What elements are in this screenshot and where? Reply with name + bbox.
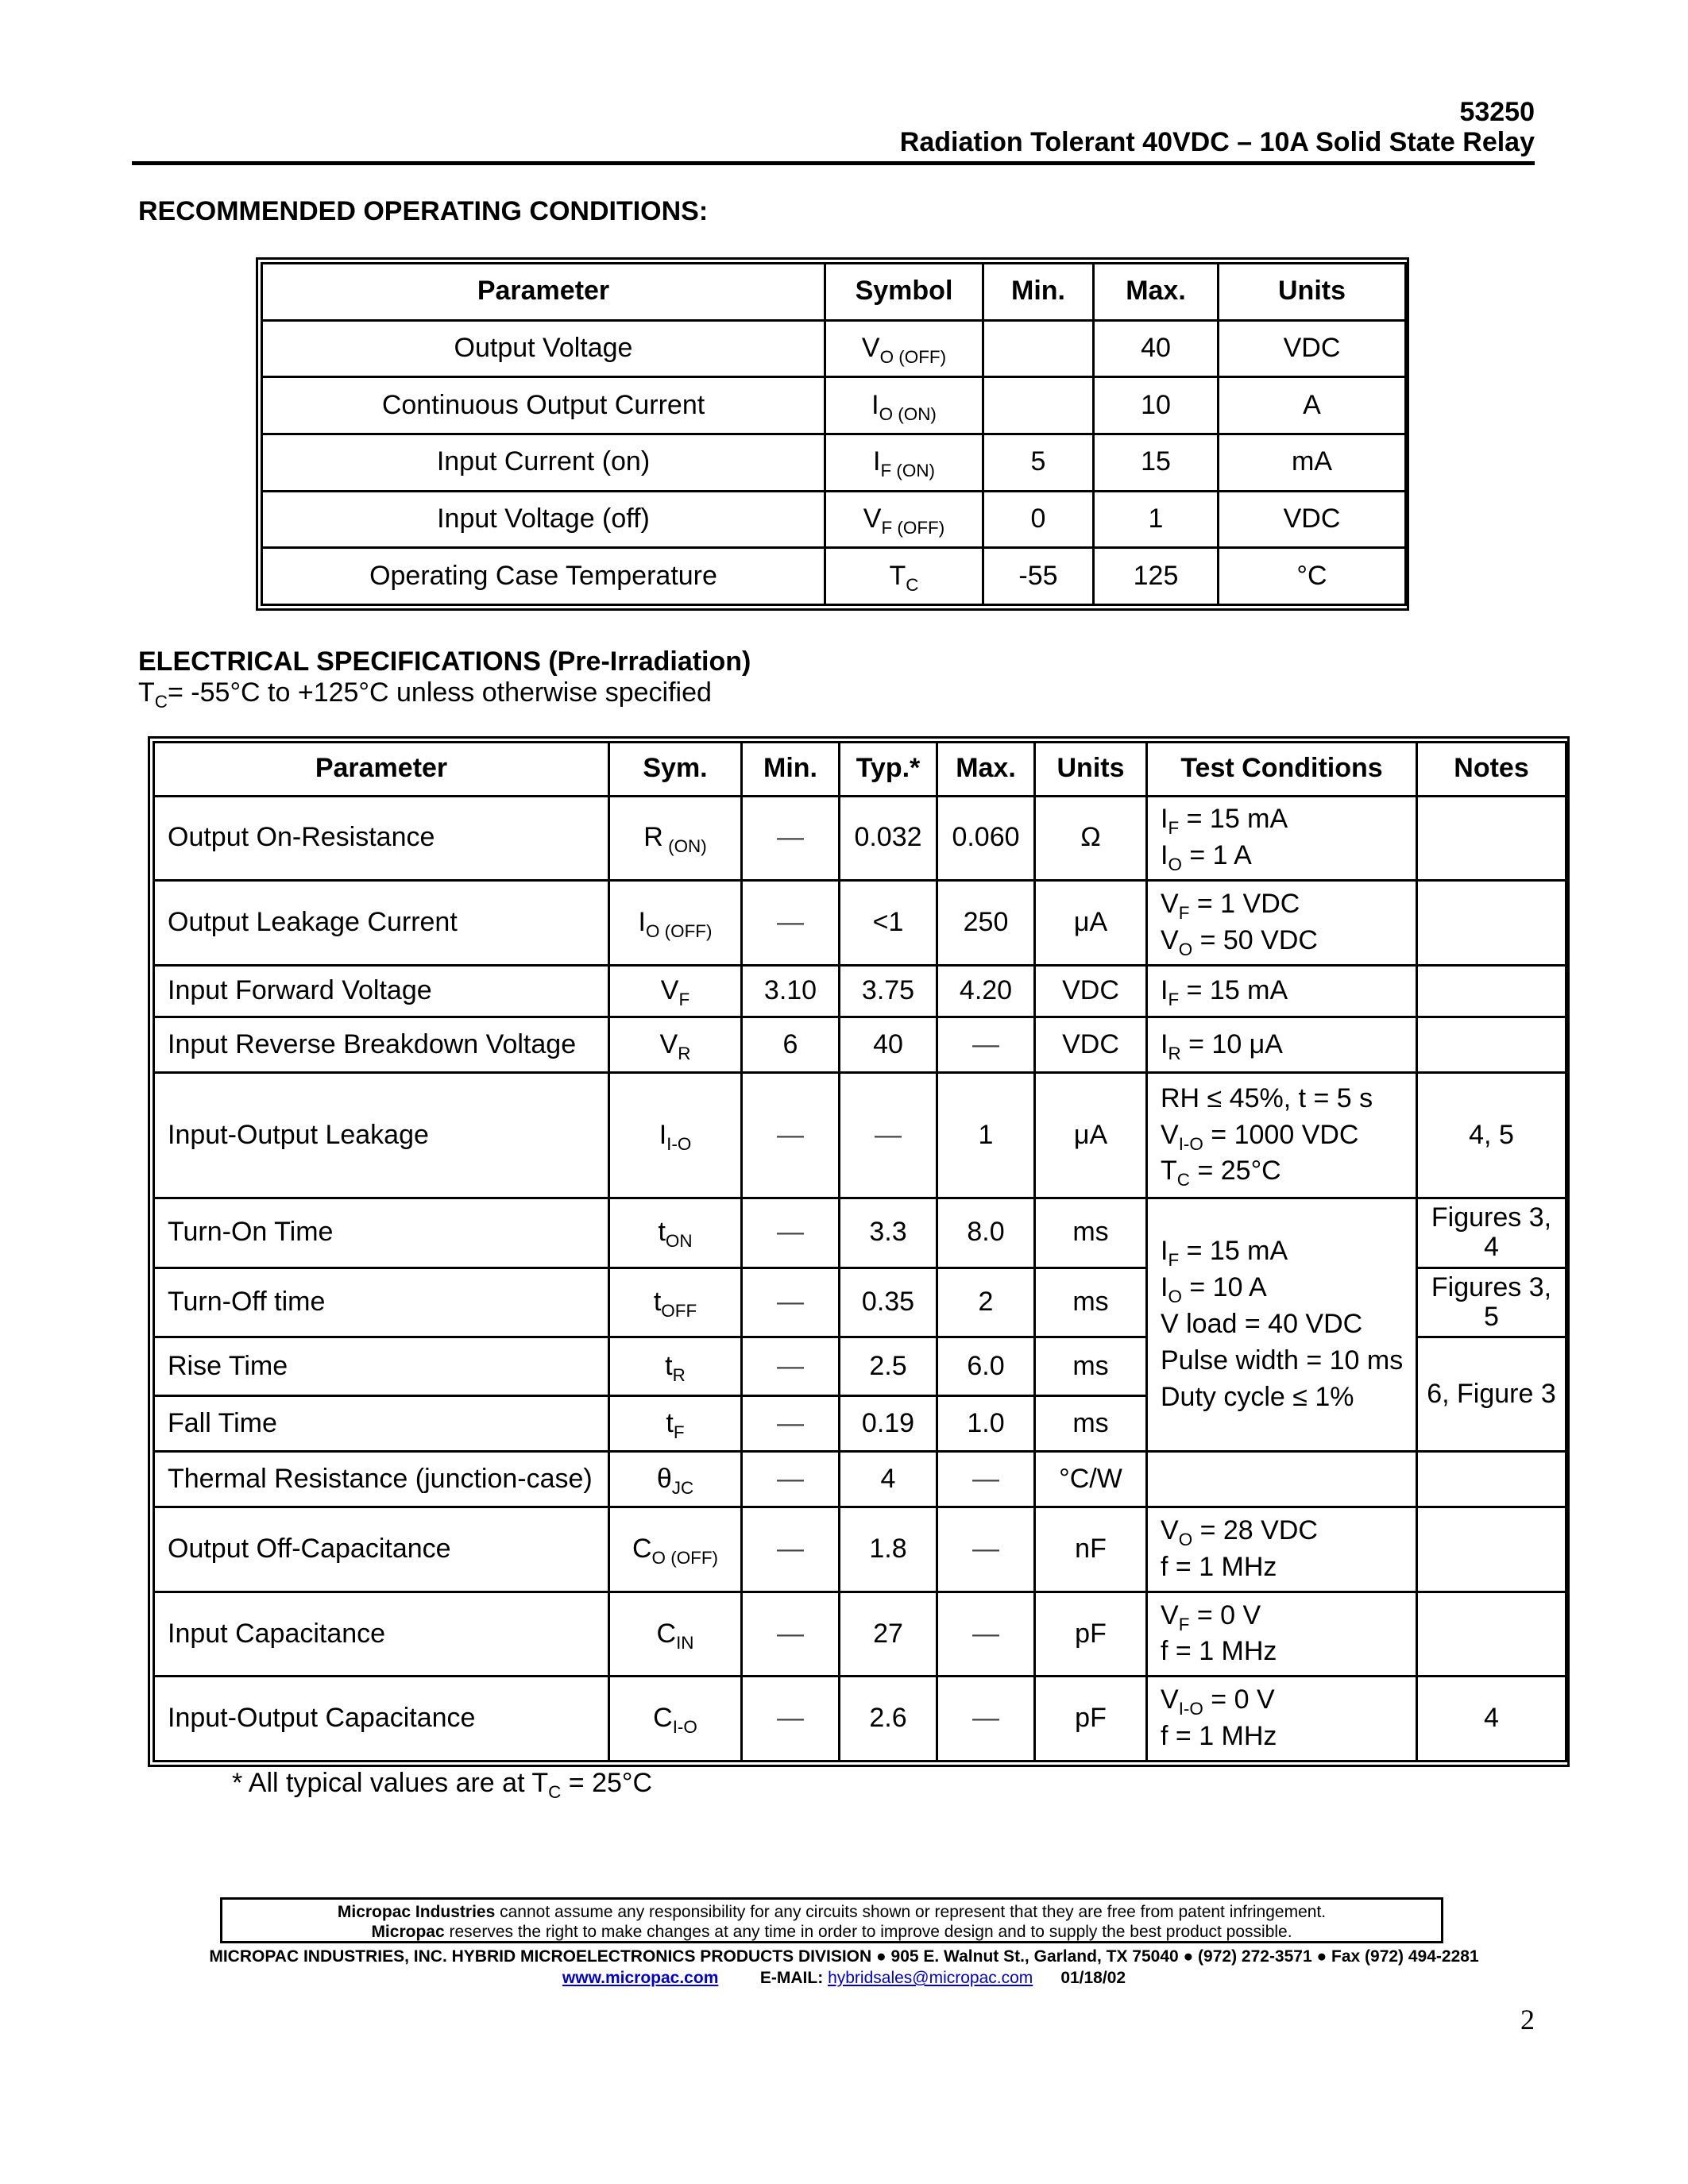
symbol-cell: $C_{IN}$ xyxy=(609,1592,742,1677)
symbol-cell: $V_{O (OFF)}$ xyxy=(825,320,983,377)
email-link[interactable]: hybridsales@micropac.com xyxy=(828,1969,1033,1987)
units-cell: Ω xyxy=(1035,796,1147,881)
notes-cell: Figures 3, 5 xyxy=(1417,1268,1566,1337)
electrical-row xyxy=(154,1198,1566,1268)
condition-line: $V_O = 28$ VDC xyxy=(1161,1515,1318,1549)
parameter-cell: Rise Time xyxy=(154,1337,609,1396)
units-cell: pF xyxy=(1035,1592,1147,1677)
min-cell: — xyxy=(742,1507,840,1592)
parameter-cell: Input Reverse Breakdown Voltage xyxy=(154,1017,609,1073)
units-cell: ms xyxy=(1035,1396,1147,1452)
units-cell: ms xyxy=(1035,1268,1147,1337)
parameter-cell: Operating Case Temperature xyxy=(262,548,825,605)
recommended-section-title: RECOMMENDED OPERATING CONDITIONS: xyxy=(138,196,709,226)
max-cell: 125 xyxy=(1094,548,1219,605)
max-cell: 6.0 xyxy=(937,1337,1035,1396)
min-cell: 5 xyxy=(983,434,1094,491)
symbol-cell: $I_{O (OFF)}$ xyxy=(609,881,742,966)
condition-line: f = 1 MHz xyxy=(1161,1721,1277,1752)
parameter-cell: Input-Output Capacitance xyxy=(154,1677,609,1761)
min-cell: — xyxy=(742,1268,840,1337)
notes-cell xyxy=(1417,1017,1566,1073)
max-cell: 2 xyxy=(937,1268,1035,1337)
units-cell: VDC xyxy=(1219,320,1406,377)
max-cell: — xyxy=(937,1452,1035,1507)
email-label: E-MAIL: xyxy=(759,1969,824,1987)
max-cell: 15 xyxy=(1094,434,1219,491)
notes-cell xyxy=(1417,965,1566,1017)
parameter-cell: Continuous Output Current xyxy=(262,377,825,434)
symbol-cell: $I_{O (ON)}$ xyxy=(825,377,983,434)
units-cell: °C xyxy=(1219,548,1406,605)
symbol-cell: $V_{F (OFF)}$ xyxy=(825,491,983,548)
condition-line: $I_F = 15$ mA xyxy=(1161,804,1288,839)
typ-cell: 2.6 xyxy=(840,1677,937,1761)
units-cell: VDC xyxy=(1035,965,1147,1017)
recommended-row xyxy=(262,377,1406,434)
min-cell: — xyxy=(742,1396,840,1452)
electrical-section-title: ELECTRICAL SPECIFICATIONS (Pre-Irradiation) xyxy=(138,646,751,677)
typ-cell: <1 xyxy=(840,881,937,966)
recommended-table-frame xyxy=(256,257,1409,611)
electrical-condition-note: $T_C= -55^\circ C$ to +125°C unless otherwise specified xyxy=(138,677,712,712)
typ-cell: 3.75 xyxy=(840,965,937,1017)
electrical-row xyxy=(154,796,1566,881)
condition-line: $I_R = 10$ μA xyxy=(1161,1028,1283,1063)
test-conditions-cell xyxy=(1147,1507,1417,1592)
max-cell: — xyxy=(937,1017,1035,1073)
min-cell: — xyxy=(742,1072,840,1198)
test-conditions-cell xyxy=(1147,1017,1417,1073)
switching-test-conditions-cell xyxy=(1147,1198,1417,1452)
max-cell: 40 xyxy=(1094,320,1219,377)
recommended-table xyxy=(261,262,1407,606)
symbol-cell: $I_{I-O}$ xyxy=(609,1072,742,1198)
typ-cell: 1.8 xyxy=(840,1507,937,1592)
parameter-cell: Turn-On Time xyxy=(154,1198,609,1268)
parameter-cell: Output Off-Capacitance xyxy=(154,1507,609,1592)
electrical-table xyxy=(153,741,1567,1762)
electrical-row xyxy=(154,1592,1566,1677)
symbol-cell: $V_F$ xyxy=(609,965,742,1017)
website-link[interactable]: www.micropac.com xyxy=(562,1969,719,1987)
max-cell: 4.20 xyxy=(937,965,1035,1017)
recommended-header-cell: Units xyxy=(1219,264,1406,321)
max-cell: 1 xyxy=(937,1072,1035,1198)
recommended-header-cell: Max. xyxy=(1094,264,1219,321)
recommended-header-cell: Symbol xyxy=(825,264,983,321)
header-divider xyxy=(132,161,1535,165)
part-number: 53250 xyxy=(1459,97,1535,127)
test-conditions-cell xyxy=(1147,1072,1417,1198)
electrical-row xyxy=(154,1452,1566,1507)
notes-cell: 4 xyxy=(1417,1677,1566,1761)
max-cell: 1.0 xyxy=(937,1396,1035,1452)
recommended-row xyxy=(262,491,1406,548)
parameter-cell: Input-Output Leakage xyxy=(154,1072,609,1198)
document-title: Radiation Tolerant 40VDC – 10A Solid State Relay xyxy=(899,127,1535,157)
max-cell: 0.060 xyxy=(937,796,1035,881)
test-conditions-cell xyxy=(1147,881,1417,966)
symbol-cell: $T_C$ xyxy=(825,548,983,605)
typ-cell: 40 xyxy=(840,1017,937,1073)
max-cell: 10 xyxy=(1094,377,1219,434)
parameter-cell: Input Capacitance xyxy=(154,1592,609,1677)
electrical-header-cell: Parameter xyxy=(154,743,609,797)
min-cell: — xyxy=(742,881,840,966)
electrical-row xyxy=(154,1072,1566,1198)
notes-cell: 4, 5 xyxy=(1417,1072,1566,1198)
typ-cell: 0.35 xyxy=(840,1268,937,1337)
max-cell: — xyxy=(937,1592,1035,1677)
parameter-cell: Input Voltage (off) xyxy=(262,491,825,548)
typ-cell: 4 xyxy=(840,1452,937,1507)
condition-line: $T_C = 25^\circ C$ xyxy=(1161,1156,1281,1190)
symbol-cell: $V_R$ xyxy=(609,1017,742,1073)
max-cell: 250 xyxy=(937,881,1035,966)
typ-cell: 27 xyxy=(840,1592,937,1677)
test-conditions-cell xyxy=(1147,1677,1417,1761)
min-cell: — xyxy=(742,1198,840,1268)
parameter-cell: Thermal Resistance (junction-case) xyxy=(154,1452,609,1507)
electrical-header-cell: Typ.* xyxy=(840,743,937,797)
max-cell: — xyxy=(937,1507,1035,1592)
units-cell: ms xyxy=(1035,1198,1147,1268)
units-cell: μA xyxy=(1035,881,1147,966)
parameter-cell: Output On-Resistance xyxy=(154,796,609,881)
condition-line: Pulse width = 10 ms xyxy=(1161,1345,1404,1376)
symbol-cell: R $_{(ON)}$ xyxy=(609,796,742,881)
test-conditions-cell xyxy=(1147,965,1417,1017)
condition-line: RH ≤ 45%, t = 5 s xyxy=(1161,1082,1373,1113)
units-cell: mA xyxy=(1219,434,1406,491)
test-conditions-cell xyxy=(1147,796,1417,881)
units-cell: ms xyxy=(1035,1337,1147,1396)
min-cell xyxy=(983,320,1094,377)
condition-line: $V_{I-O} = 0$ V xyxy=(1161,1684,1275,1719)
min-cell: 6 xyxy=(742,1017,840,1073)
condition-line: Duty cycle ≤ 1% xyxy=(1161,1382,1354,1413)
units-cell: pF xyxy=(1035,1677,1147,1761)
symbol-cell: $C_{O (OFF)}$ xyxy=(609,1507,742,1592)
electrical-row xyxy=(154,1677,1566,1761)
units-cell: °C/W xyxy=(1035,1452,1147,1507)
recommended-header-cell: Min. xyxy=(983,264,1094,321)
typ-cell: 0.19 xyxy=(840,1396,937,1452)
condition-line: $I_O = 1$ A xyxy=(1161,840,1252,875)
page-number: 2 xyxy=(1520,2004,1535,2035)
condition-line: V load = 40 VDC xyxy=(1161,1309,1363,1340)
symbol-cell: $t_{ON}$ xyxy=(609,1198,742,1268)
min-cell: — xyxy=(742,1592,840,1677)
company-address-line: MICROPAC INDUSTRIES, INC. HYBRID MICROELECTRONICS PRODUCTS DIVISION ● 905 E. Walnut St., Garland, TX 75040 ● (972) 272-3571 ● Fax (972) 494-2281 xyxy=(209,1947,1479,1966)
electrical-header-cell: Units xyxy=(1035,743,1147,797)
notes-cell: Figures 3, 4 xyxy=(1417,1198,1566,1268)
notes-cell: 6, Figure 3 xyxy=(1417,1337,1566,1452)
parameter-cell: Input Current (on) xyxy=(262,434,825,491)
units-cell: A xyxy=(1219,377,1406,434)
parameter-cell: Output Leakage Current xyxy=(154,881,609,966)
typ-cell: 3.3 xyxy=(840,1198,937,1268)
symbol-cell: $t_R$ xyxy=(609,1337,742,1396)
disclaimer-line-2: Micropac reserves the right to make changes at any time in order to improve design and to supply the best product possible. xyxy=(371,1923,1292,1941)
electrical-row xyxy=(154,965,1566,1017)
symbol-cell: $C_{I-O}$ xyxy=(609,1677,742,1761)
notes-cell xyxy=(1417,1592,1566,1677)
notes-cell xyxy=(1417,1507,1566,1592)
electrical-header-cell: Sym. xyxy=(609,743,742,797)
notes-cell xyxy=(1417,881,1566,966)
parameter-cell: Turn-Off time xyxy=(154,1268,609,1337)
parameter-cell: Input Forward Voltage xyxy=(154,965,609,1017)
min-cell: -55 xyxy=(983,548,1094,605)
contact-line xyxy=(0,1969,1688,1988)
notes-cell xyxy=(1417,796,1566,881)
electrical-row xyxy=(154,881,1566,966)
symbol-cell: $t_F$ xyxy=(609,1396,742,1452)
electrical-table-frame xyxy=(148,736,1570,1767)
document-date: 01/18/02 xyxy=(1060,1969,1126,1987)
typ-cell: 2.5 xyxy=(840,1337,937,1396)
electrical-row xyxy=(154,1017,1566,1073)
min-cell: — xyxy=(742,1677,840,1761)
electrical-header-cell: Notes xyxy=(1417,743,1566,797)
condition-line: $V_O = 50$ VDC xyxy=(1161,925,1318,959)
recommended-row xyxy=(262,320,1406,377)
typ-cell: — xyxy=(840,1072,937,1198)
typ-cell: 0.032 xyxy=(840,796,937,881)
condition-line: $V_F = 0$ V xyxy=(1161,1599,1261,1634)
notes-cell xyxy=(1417,1452,1566,1507)
units-cell: nF xyxy=(1035,1507,1147,1592)
min-cell: 3.10 xyxy=(742,965,840,1017)
electrical-header-cell: Test Conditions xyxy=(1147,743,1417,797)
recommended-header-cell: Parameter xyxy=(262,264,825,321)
symbol-cell: $\theta_{JC}$ xyxy=(609,1452,742,1507)
condition-line: $I_O = 10$ A xyxy=(1161,1272,1267,1307)
condition-line: f = 1 MHz xyxy=(1161,1636,1277,1667)
symbol-cell: $t_{OFF}$ xyxy=(609,1268,742,1337)
max-cell: 8.0 xyxy=(937,1198,1035,1268)
recommended-row xyxy=(262,434,1406,491)
min-cell xyxy=(983,377,1094,434)
min-cell: 0 xyxy=(983,491,1094,548)
typical-values-footnote: * All typical values are at $T_C = 25^\circ C$ xyxy=(232,1768,653,1802)
min-cell: — xyxy=(742,796,840,881)
units-cell: VDC xyxy=(1219,491,1406,548)
disclaimer-box xyxy=(220,1897,1443,1943)
electrical-header-cell: Max. xyxy=(937,743,1035,797)
recommended-row xyxy=(262,548,1406,605)
disclaimer-line-1: Micropac Industries cannot assume any responsibility for any circuits shown or represent that they are free from patent infringement. xyxy=(337,1903,1327,1921)
electrical-header-cell: Min. xyxy=(742,743,840,797)
condition-line: $I_F = 15$ mA xyxy=(1161,975,1288,1009)
min-cell: — xyxy=(742,1337,840,1396)
max-cell: 1 xyxy=(1094,491,1219,548)
condition-line: f = 1 MHz xyxy=(1161,1551,1277,1582)
condition-line: $V_{I-O} = 1000$ VDC xyxy=(1161,1119,1359,1154)
electrical-row xyxy=(154,1507,1566,1592)
symbol-cell: $I_{F (ON)}$ xyxy=(825,434,983,491)
min-cell: — xyxy=(742,1452,840,1507)
max-cell: — xyxy=(937,1677,1035,1761)
parameter-cell: Fall Time xyxy=(154,1396,609,1452)
test-conditions-cell xyxy=(1147,1452,1417,1507)
units-cell: VDC xyxy=(1035,1017,1147,1073)
condition-line: $V_F = 1$ VDC xyxy=(1161,889,1300,923)
parameter-cell: Output Voltage xyxy=(262,320,825,377)
test-conditions-cell xyxy=(1147,1592,1417,1677)
units-cell: μA xyxy=(1035,1072,1147,1198)
condition-line: $I_F = 15$ mA xyxy=(1161,1236,1288,1271)
